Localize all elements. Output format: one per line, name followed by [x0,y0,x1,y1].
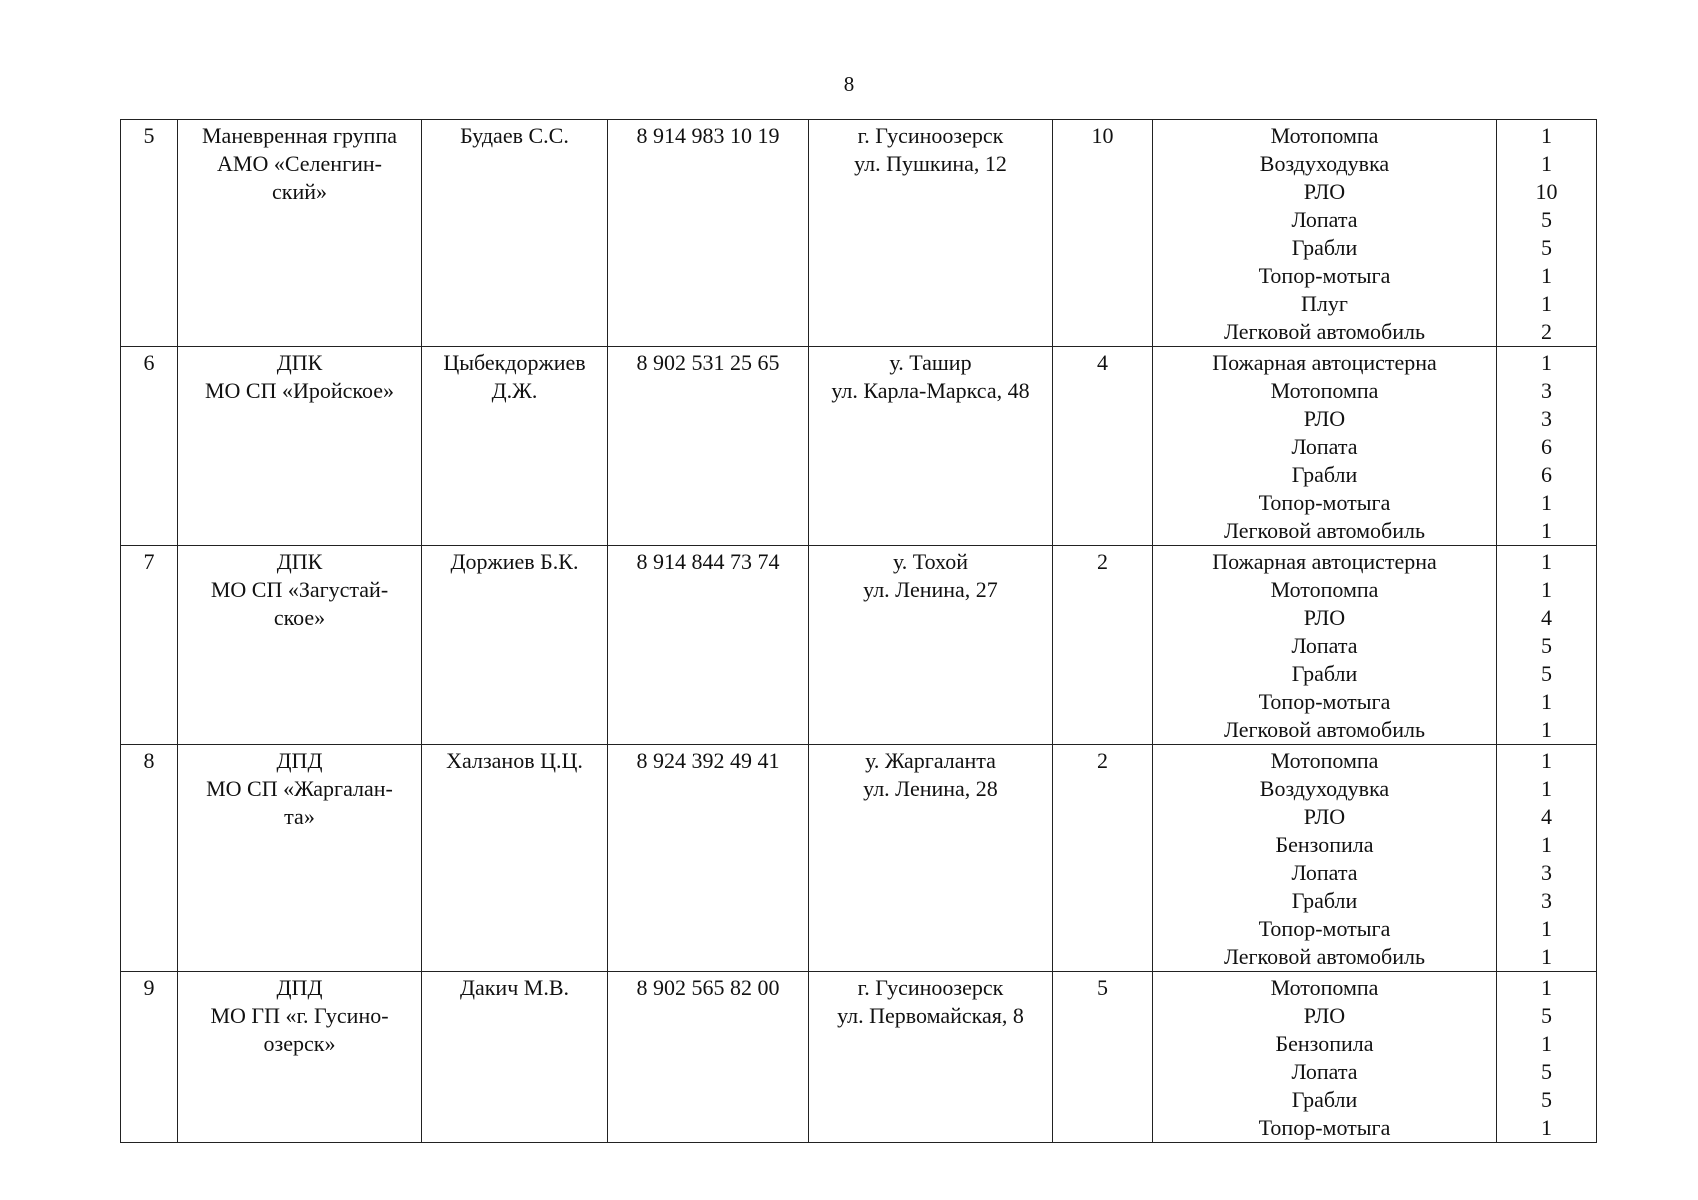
equipment-cell [1153,745,1497,972]
equipment-item: Топор-мотыга [1258,916,1391,941]
table-row [121,745,1597,972]
quantity-cell [1497,347,1597,546]
equipment-item: Лопата [1291,207,1358,232]
equipment-qty: 1 [1541,748,1552,773]
quantity-cell [1497,972,1597,1143]
equipment-item: Грабли [1291,888,1358,913]
phone-cell: 8 914 983 10 19 [608,120,809,347]
equipment-item: Мотопомпа [1270,378,1379,403]
address-cell: у. Жаргаланта ул. Ленина, 28 [809,745,1053,972]
equipment-item: Легковой автомобиль [1223,944,1426,969]
table-row [121,546,1597,745]
equipment-item: Мотопомпа [1270,975,1379,1000]
equipment-item: Лопата [1291,633,1358,658]
equipment-cell [1153,120,1497,347]
equipment-qty: 1 [1541,975,1552,1000]
head-name-cell: Доржиев Б.К. [422,546,608,745]
row-number-cell: 5 [121,120,178,347]
head-name-cell: Халзанов Ц.Ц. [422,745,608,972]
equipment-qty: 5 [1541,633,1552,658]
equipment-qty: 5 [1541,235,1552,260]
unit-name-cell: ДПК МО СП «Загустай- ское» [178,546,422,745]
equipment-item: Грабли [1291,661,1358,686]
equipment-item: Топор-мотыга [1258,263,1391,288]
equipment-item: Плуг [1301,291,1348,316]
staff-count-cell: 4 [1053,347,1153,546]
equipment-item: Пожарная автоцистерна [1212,350,1437,375]
equipment-item: РЛО [1303,804,1346,829]
unit-name-cell: Маневренная группа АМО «Селенгин- ский» [178,120,422,347]
equipment-qty: 3 [1541,888,1552,913]
address-cell: г. Гусиноозерск ул. Пушкина, 12 [809,120,1053,347]
quantity-cell [1497,745,1597,972]
equipment-qty: 1 [1541,717,1552,742]
equipment-item: РЛО [1303,179,1346,204]
unit-name-cell: ДПД МО СП «Жаргалан- та» [178,745,422,972]
unit-name-cell: ДПК МО СП «Иройское» [178,347,422,546]
equipment-qty: 1 [1541,518,1552,543]
equipment-item: Грабли [1291,462,1358,487]
equipment-qty: 1 [1541,832,1552,857]
equipment-item: Мотопомпа [1270,577,1379,602]
phone-cell: 8 902 565 82 00 [608,972,809,1143]
address-cell: г. Гусиноозерск ул. Первомайская, 8 [809,972,1053,1143]
equipment-item: Топор-мотыга [1258,490,1391,515]
equipment-qty: 4 [1541,804,1552,829]
equipment-qty: 3 [1541,860,1552,885]
equipment-qty: 1 [1541,490,1552,515]
equipment-item: Топор-мотыга [1258,689,1391,714]
equipment-qty: 1 [1541,350,1552,375]
equipment-item: Мотопомпа [1270,123,1379,148]
equipment-qty: 1 [1541,123,1552,148]
equipment-qty: 1 [1541,549,1552,574]
equipment-item: Легковой автомобиль [1223,518,1426,543]
equipment-item: РЛО [1303,406,1346,431]
equipment-qty: 5 [1541,1087,1552,1112]
equipment-cell [1153,972,1497,1143]
phone-cell: 8 902 531 25 65 [608,347,809,546]
equipment-item: Лопата [1291,434,1358,459]
equipment-item: Легковой автомобиль [1223,717,1426,742]
row-number-cell: 6 [121,347,178,546]
equipment-qty: 5 [1541,1003,1552,1028]
head-name-cell: Дакич М.В. [422,972,608,1143]
row-number-cell: 9 [121,972,178,1143]
equipment-item: Воздуходувка [1259,776,1390,801]
head-name-cell: Будаев С.С. [422,120,608,347]
table-row [121,347,1597,546]
head-name-cell: Цыбекдоржиев Д.Ж. [422,347,608,546]
equipment-item: Грабли [1291,235,1358,260]
equipment-qty: 1 [1541,916,1552,941]
staff-count-cell: 2 [1053,546,1153,745]
equipment-qty: 3 [1541,378,1552,403]
equipment-qty: 6 [1541,434,1552,459]
equipment-qty: 1 [1541,151,1552,176]
equipment-item: Пожарная автоцистерна [1212,549,1437,574]
page-number: 8 [843,72,855,96]
equipment-item: Бензопила [1275,1031,1374,1056]
equipment-qty: 1 [1541,944,1552,969]
equipment-cell [1153,546,1497,745]
staff-count-cell: 2 [1053,745,1153,972]
equipment-qty: 1 [1541,1115,1552,1140]
row-number-cell: 7 [121,546,178,745]
equipment-qty: 1 [1541,776,1552,801]
table-row [121,120,1597,347]
equipment-qty: 5 [1541,661,1552,686]
table-row [121,972,1597,1143]
fire-units-table [120,119,1597,1143]
equipment-qty: 1 [1541,689,1552,714]
equipment-item: Мотопомпа [1270,748,1379,773]
equipment-item: РЛО [1303,1003,1346,1028]
address-cell: у. Тохой ул. Ленина, 27 [809,546,1053,745]
equipment-item: Бензопила [1275,832,1374,857]
quantity-cell [1497,546,1597,745]
equipment-qty: 2 [1541,319,1552,344]
equipment-qty: 1 [1541,291,1552,316]
equipment-qty: 1 [1541,263,1552,288]
equipment-item: Лопата [1291,1059,1358,1084]
equipment-qty: 3 [1541,406,1552,431]
equipment-qty: 1 [1541,1031,1552,1056]
equipment-item: Лопата [1291,860,1358,885]
phone-cell: 8 914 844 73 74 [608,546,809,745]
equipment-qty: 5 [1541,1059,1552,1084]
equipment-qty: 5 [1541,207,1552,232]
equipment-qty: 10 [1535,179,1558,204]
equipment-qty: 4 [1541,605,1552,630]
equipment-item: Топор-мотыга [1258,1115,1391,1140]
address-cell: у. Ташир ул. Карла-Маркса, 48 [809,347,1053,546]
equipment-qty: 1 [1541,577,1552,602]
staff-count-cell: 5 [1053,972,1153,1143]
equipment-item: Воздуходувка [1259,151,1390,176]
row-number-cell: 8 [121,745,178,972]
equipment-qty: 6 [1541,462,1552,487]
staff-count-cell: 10 [1053,120,1153,347]
quantity-cell [1497,120,1597,347]
equipment-cell [1153,347,1497,546]
equipment-item: РЛО [1303,605,1346,630]
phone-cell: 8 924 392 49 41 [608,745,809,972]
equipment-item: Грабли [1291,1087,1358,1112]
unit-name-cell: ДПД МО ГП «г. Гусино- озерск» [178,972,422,1143]
equipment-item: Легковой автомобиль [1223,319,1426,344]
